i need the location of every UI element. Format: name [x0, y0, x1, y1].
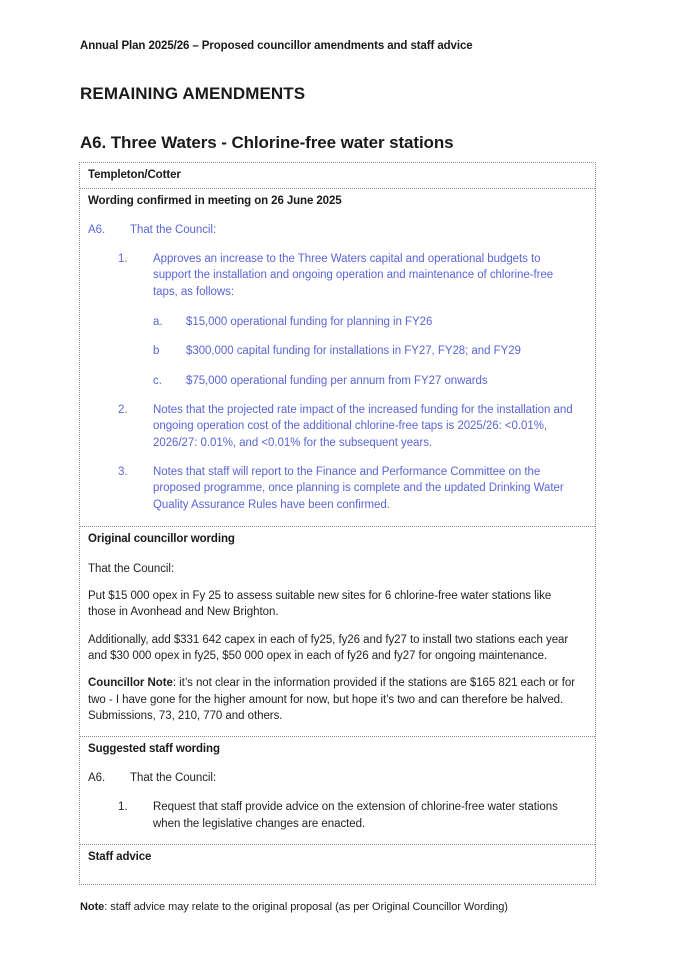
suggested-item-marker: 1.: [118, 801, 128, 814]
confirmed-subitem: [88, 373, 587, 390]
confirmed-subitem-text: $15,000 operational funding for planning in FY26: [186, 315, 433, 328]
confirmed-lead-line: [88, 222, 587, 239]
confirmed-item: [88, 464, 587, 514]
councillor-note-label: Councillor Note: [88, 677, 173, 690]
original-para-capex: Additionally, add $331 642 capex in each of fy25, fy26 and fy27 to install two stations each year and $30 000 opex in fy25, $50 000 opex in each of fy26 and fy27 for ongoing maintenance.: [88, 633, 569, 663]
confirmed-subitem-marker: a.: [153, 315, 163, 328]
confirmed-subitem-text: $300,000 capital funding for installations in FY27, FY28; and FY29: [186, 345, 521, 358]
original-wording-heading: Original councillor wording: [88, 532, 235, 545]
confirmed-item-marker: 1.: [118, 252, 128, 265]
confirmed-lead-text: That the Council:: [130, 224, 217, 236]
confirmed-wording-heading: Wording confirmed in meeting on 26 June 2025: [88, 195, 342, 207]
confirmed-item: [88, 402, 587, 452]
table-row-movers: [80, 163, 595, 189]
confirmed-subitem-group: [88, 314, 587, 390]
suggested-lead-line: [88, 770, 587, 787]
confirmed-lead-marker: A6.: [88, 224, 106, 236]
table-row-suggested-wording: [80, 737, 595, 845]
confirmed-item-marker: 2.: [118, 403, 128, 416]
confirmed-item-text: Approves an increase to the Three Waters capital and operational budgets to support the installation and ongoing operation and maintenance of chlorine-free taps, as follows:: [153, 252, 554, 299]
suggested-item: [88, 799, 587, 832]
document-header: Annual Plan 2025/26 – Proposed councillor amendments and staff advice: [80, 40, 473, 52]
suggested-item-text: Request that staff provide advice on the extension of chlorine-free water stations when the legislative changes are enacted.: [153, 801, 558, 830]
suggested-lead-marker: A6.: [88, 772, 106, 785]
confirmed-subitem: [88, 314, 587, 331]
councillor-note: [88, 675, 587, 724]
original-wording-body: [80, 561, 595, 737]
footer-note: [80, 901, 508, 913]
confirmed-item-text: Notes that the projected rate impact of the increased funding for the installation and ongoing operation cost of the additional chlorine-free taps is 2025/26: <0.01%, 2026/27: 0.01%, and <0.01% for the subsequent years.: [153, 403, 573, 450]
suggested-wording-body: [80, 770, 595, 844]
confirmed-subitem: [88, 343, 587, 360]
confirmed-subitem-marker: c.: [153, 375, 162, 388]
page-title: A6. Three Waters - Chlorine-free water stations: [80, 133, 454, 152]
table-row-confirmed-wording: [80, 189, 595, 527]
confirmed-subitem-text: $75,000 operational funding per annum from FY27 onwards: [186, 375, 488, 388]
movers-label: Templeton/Cotter: [88, 169, 181, 181]
suggested-wording-heading: Suggested staff wording: [88, 743, 220, 756]
confirmed-wording-body: [80, 222, 595, 526]
footer-note-text: : staff advice may relate to the original proposal (as per Original Councillor Wording): [104, 901, 508, 913]
table-row-staff-advice: [80, 845, 595, 884]
section-title: REMAINING AMENDMENTS: [80, 84, 306, 103]
table-row-original-wording: [80, 527, 595, 738]
councillor-note-text: : it’s not clear in the information provided if the stations are $165 821 each or for two - I have gone for the higher amount for now, but hope it’s two and can therefore be halved. Submissions, 73, 210, 770 and others.: [88, 677, 575, 723]
footer-note-label: Note: [80, 901, 105, 913]
original-para-opex: Put $15 000 opex in Fy 25 to assess suitable new sites for 6 chlorine-free water stations like those in Avonhead and New Brighton.: [88, 590, 552, 619]
confirmed-item-text: Notes that staff will report to the Finance and Performance Committee on the proposed programme, once planning is complete and the updated Drinking Water Quality Assurance Rules have been confirmed.: [153, 465, 564, 512]
confirmed-subitem-marker: b: [153, 345, 160, 358]
staff-advice-heading: Staff advice: [88, 851, 152, 864]
confirmed-item-marker: 3.: [118, 465, 128, 478]
suggested-lead-text: That the Council:: [130, 772, 217, 785]
amendment-table: [79, 162, 596, 885]
confirmed-item: [88, 251, 587, 301]
original-para-lead: That the Council:: [88, 562, 175, 575]
staff-advice-body: [80, 870, 595, 884]
